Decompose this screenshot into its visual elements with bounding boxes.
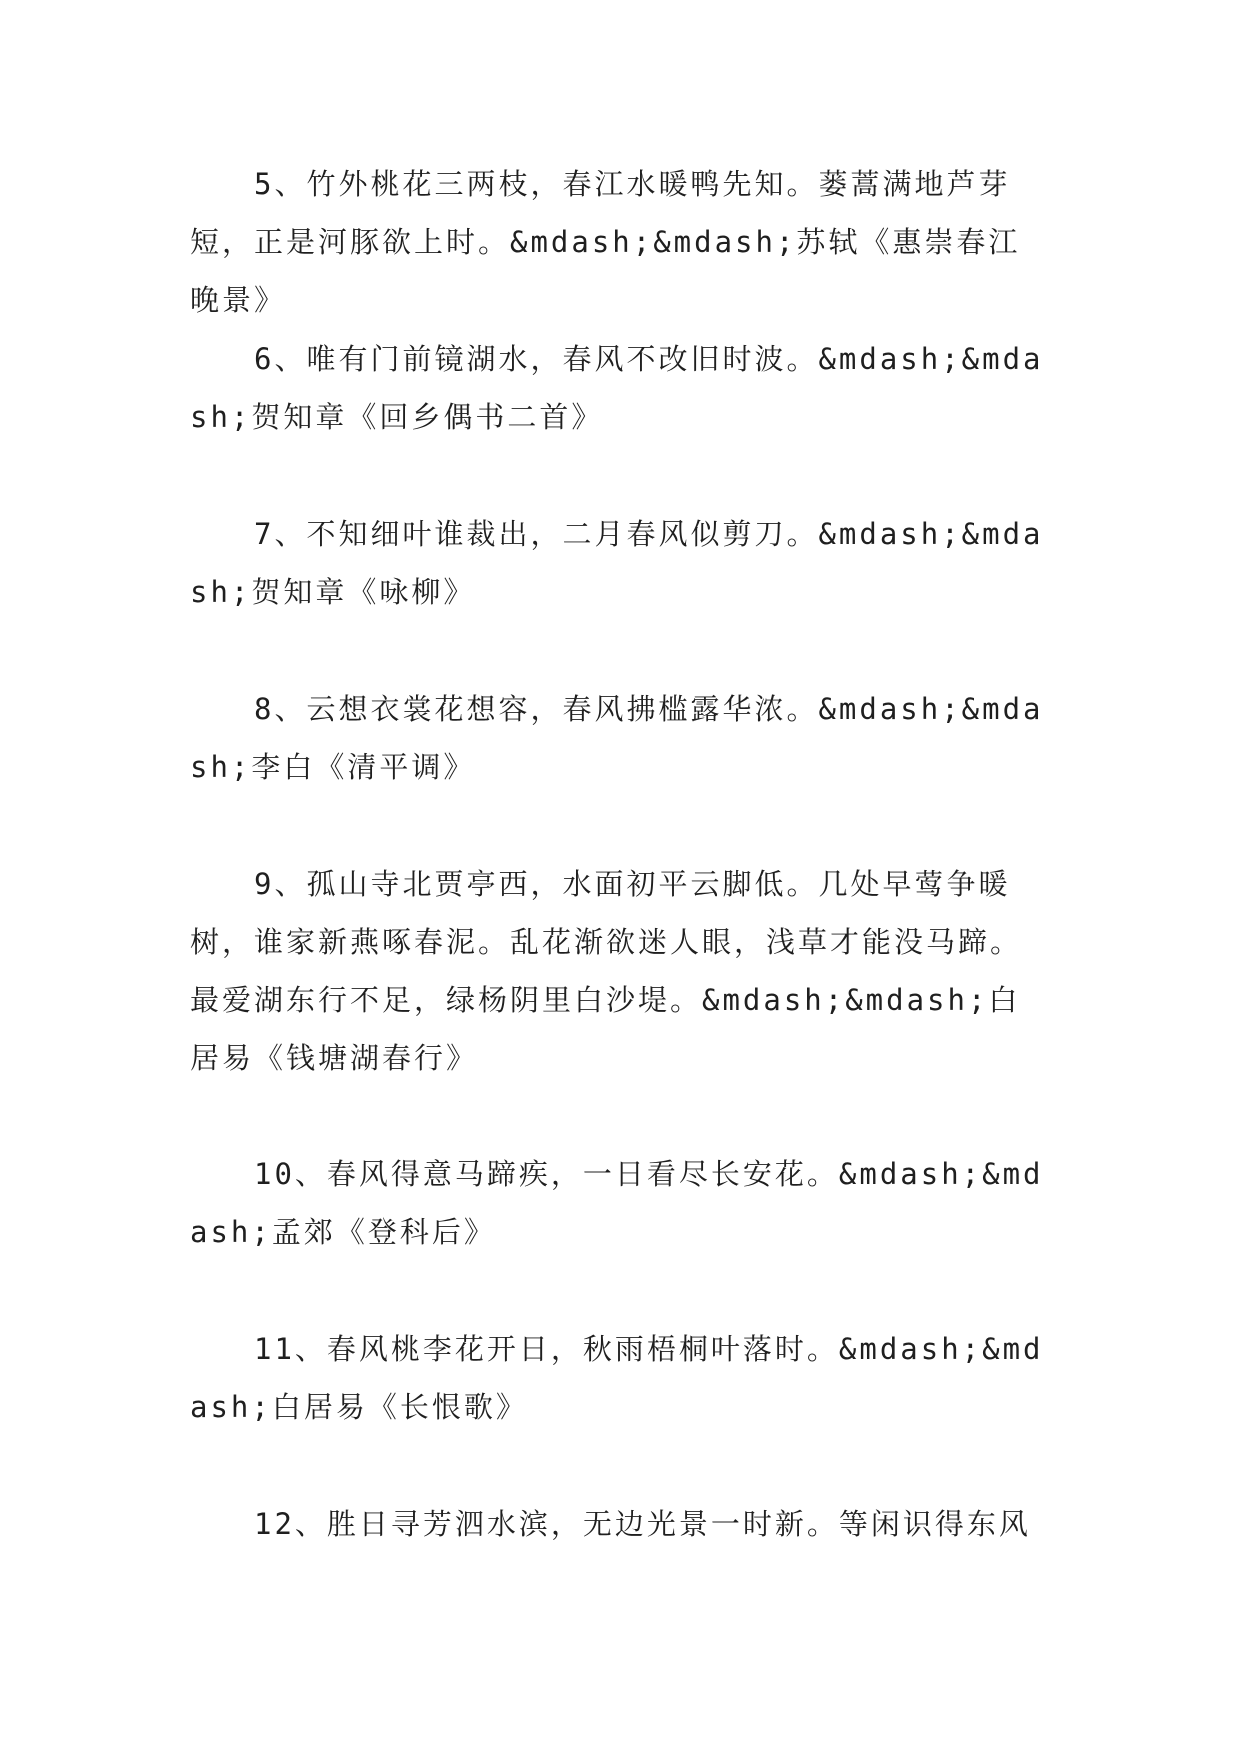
poem-paragraph-9: 9、孤山寺北贾亭西，水面初平云脚低。几处早莺争暖树，谁家新燕啄春泥。乱花渐欲迷人眼，浅草才能没马蹄。最爱湖东行不足，绿杨阴里白沙堤。&mdash;&mdash;白居易《钱塘湖春行》: [190, 867, 1023, 1075]
poem-paragraph-6: 6、唯有门前镜湖水，春风不改旧时波。&mdash;&mdash;贺知章《回乡偶书二首》: [190, 342, 1044, 434]
poem-paragraph-11: 11、春风桃李花开日，秋雨梧桐叶落时。&mdash;&mdash;白居易《长恨歌》: [190, 1332, 1044, 1424]
poem-paragraph-7: 7、不知细叶谁裁出，二月春风似剪刀。&mdash;&mdash;贺知章《咏柳》: [190, 517, 1044, 609]
poem-paragraph-10: 10、春风得意马蹄疾，一日看尽长安花。&mdash;&mdash;孟郊《登科后》: [190, 1157, 1044, 1249]
poem-paragraph-8: 8、云想衣裳花想容，春风拂槛露华浓。&mdash;&mdash;李白《清平调》: [190, 692, 1044, 784]
poem-paragraph-5: 5、竹外桃花三两枝，春江水暖鸭先知。蒌蒿满地芦芽短，正是河豚欲上时。&mdash;&mdash;苏轼《惠崇春江晚景》: [190, 167, 1021, 317]
poem-paragraph-12: 12、胜日寻芳泗水滨，无边光景一时新。等闲识得东风: [254, 1507, 1031, 1541]
